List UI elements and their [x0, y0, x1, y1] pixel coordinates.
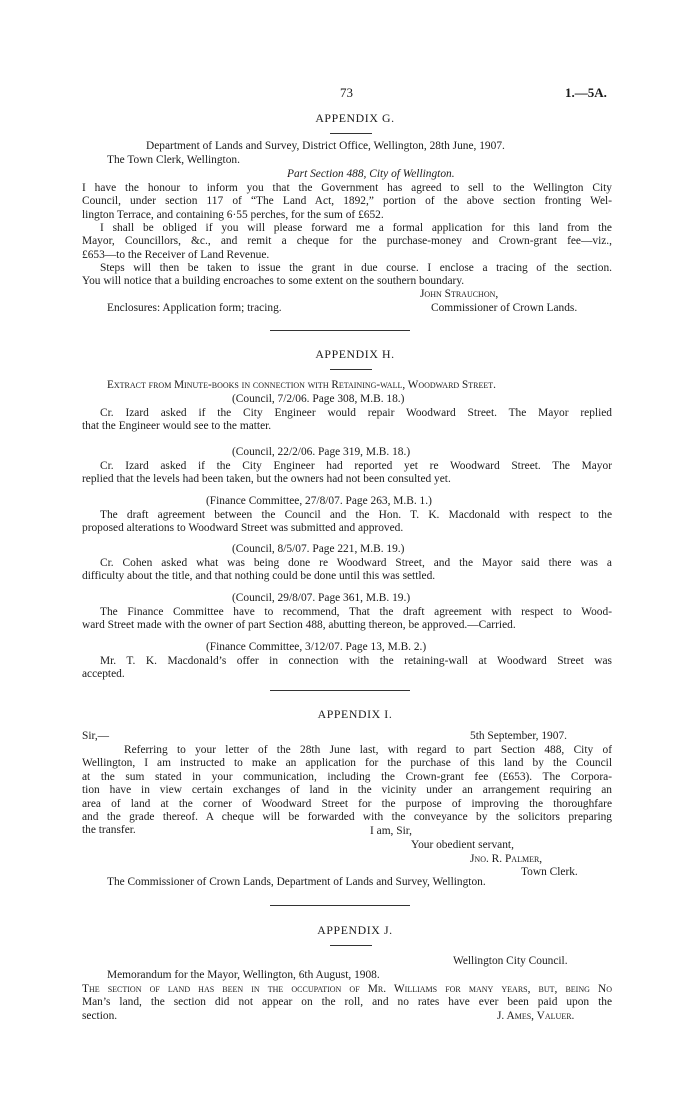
text-line: I have the honour to inform you that the Government has agreed to sell to the Wellington City	[82, 182, 612, 194]
text-line: and the grade thereof. A cheque will be forwarded with the conveyance by the solicitors preparing	[82, 810, 612, 823]
text-line: proposed alterations to Woodward Street was submitted and approved.	[82, 522, 404, 535]
text-line: £653—to the Receiver of Land Revenue.	[82, 248, 270, 261]
text-line: The section of land has been in the occupation of Mr. Williams for many years, but, being No	[82, 983, 612, 995]
text-line: You will notice that a building encroaches to some extent on the southern boundary.	[82, 275, 465, 288]
page-number: 73	[340, 85, 353, 100]
appendix-i-title: APPENDIX I.	[317, 707, 393, 721]
appendix-j-last-line: section.	[82, 1010, 118, 1022]
appendix-j-signature: J. Ames, Valuer.	[497, 1010, 575, 1022]
appendix-g-paragraph-2	[82, 222, 612, 262]
divider	[330, 133, 372, 134]
text-line: at the sum stated in your communication, including the Crown-grant fee (£653). The Corpora-	[82, 770, 612, 783]
document-reference: 1.—5A.	[565, 85, 607, 100]
text-line: tion have in view certain exchanges of land in the vicinity under an arrangement requiring an	[82, 784, 612, 797]
divider	[330, 945, 372, 946]
minute-entry	[82, 460, 612, 487]
appendix-h-subtitle: Extract from Minute-books in connection with Retaining-wall, Woodward Street.	[107, 379, 496, 391]
text-line: Referring to your letter of the 28th June last, with regard to part Section 488, City of	[124, 744, 612, 756]
text-line: Cr. Izard asked if the City Engineer would repair Woodward Street. The Mayor replied	[100, 407, 612, 419]
appendix-i-body	[82, 744, 612, 838]
minute-entry	[82, 606, 612, 633]
text-line: area of land at the corner of Woodward Street for the purpose of improving the thoroughfare	[82, 797, 612, 810]
text-line: Cr. Izard asked if the City Engineer had reported yet re Woodward Street. The Mayor	[100, 460, 612, 472]
text-line: replied that the levels had been taken, but the owners had not been consulted yet.	[82, 473, 451, 486]
appendix-i-addressee: The Commissioner of Crown Lands, Department of Lands and Survey, Wellington.	[107, 876, 486, 888]
minute-entry	[82, 407, 612, 434]
minute-reference: (Council, 7/2/06. Page 308, M.B. 18.)	[232, 393, 405, 405]
text-line: Council, under section 117 of “The Land Act, 1892,” portion of the above section fronting Wel-	[82, 195, 612, 208]
minute-entry	[82, 655, 612, 682]
minute-entry	[82, 509, 612, 536]
text-line: accepted.	[82, 668, 125, 681]
appendix-i-signature-name: Jno. R. Palmer,	[470, 853, 543, 865]
text-line: Steps will then be taken to issue the grant in due course. I enclose a tracing of the section.	[100, 262, 612, 274]
appendix-g-signature-name: John Strauchon,	[420, 288, 499, 300]
appendix-i-salutation: Sir,—	[82, 730, 110, 742]
appendix-g-enclosures: Enclosures: Application form; tracing.	[107, 302, 282, 314]
appendix-g-signature-title: Commissioner of Crown Lands.	[431, 302, 578, 314]
appendix-g-title: APPENDIX G.	[315, 111, 395, 125]
section-divider	[270, 330, 410, 331]
minute-reference: (Council, 8/5/07. Page 221, M.B. 19.)	[232, 543, 405, 555]
section-divider	[270, 690, 410, 691]
text-line: Cr. Cohen asked what was being done re Woodward Street, and the Mayor said there was a	[100, 557, 612, 569]
text-line: Mr. T. K. Macdonald’s offer in connection with the retaining-wall at Woodward Street was	[100, 655, 612, 667]
minute-reference: (Finance Committee, 3/12/07. Page 13, M.B. 2.)	[206, 641, 427, 653]
appendix-j-sender: Wellington City Council.	[453, 955, 568, 967]
appendix-j-title: APPENDIX J.	[317, 923, 393, 937]
appendix-h-title: APPENDIX H.	[315, 347, 395, 361]
text-line: ward Street made with the owner of part Section 488, abutting thereon, be approved.—Carried.	[82, 619, 516, 632]
minute-entry	[82, 557, 612, 584]
appendix-j-heading: Memorandum for the Mayor, Wellington, 6th August, 1908.	[107, 969, 380, 981]
section-divider	[270, 905, 410, 906]
minute-reference: (Finance Committee, 27/8/07. Page 263, M.B. 1.)	[206, 495, 432, 507]
text-line: Man’s land, the section did not appear on the roll, and no rates have ever been paid upon the	[82, 996, 612, 1009]
text-line: lington Terrace, and containing 6·55 perches, for the sum of £652.	[82, 208, 384, 221]
appendix-i-date: 5th September, 1907.	[470, 730, 567, 742]
appendix-j-body	[82, 983, 612, 1010]
appendix-g-subject: Part Section 488, City of Wellington.	[287, 168, 455, 180]
appendix-i-closing-servant: Your obedient servant,	[411, 839, 514, 851]
appendix-g-paragraph-3	[82, 262, 612, 289]
text-line: I shall be obliged if you will please forward me a formal application for this land from the	[100, 222, 612, 234]
text-line: The Finance Committee have to recommend, That the draft agreement with respect to Wood-	[100, 606, 612, 618]
appendix-g-dateline: Department of Lands and Survey, District Office, Wellington, 28th June, 1907.	[146, 140, 505, 152]
text-line: the transfer.	[82, 824, 136, 837]
appendix-i-closing: I am, Sir,	[370, 825, 412, 837]
text-line: Mayor, Councillors, &c., and remit a cheque for the purchase-money and Crown-grant fee—viz.,	[82, 235, 612, 248]
minute-reference: (Council, 29/8/07. Page 361, M.B. 19.)	[232, 592, 411, 604]
appendix-g-paragraph-1	[82, 182, 612, 222]
appendix-i-signature-title: Town Clerk.	[521, 866, 578, 878]
text-line: difficulty about the title, and that nothing could be done until this was settled.	[82, 570, 436, 583]
text-line: that the Engineer would see to the matter.	[82, 420, 272, 433]
minute-reference: (Council, 22/2/06. Page 319, M.B. 18.)	[232, 446, 411, 458]
text-line: The draft agreement between the Council and the Hon. T. K. Macdonald with respect to the	[100, 509, 612, 521]
text-line: Wellington, I am instructed to make an application for the purchase of this land by the Council	[82, 757, 612, 770]
divider	[330, 369, 372, 370]
appendix-g-addressee: The Town Clerk, Wellington.	[107, 154, 240, 166]
